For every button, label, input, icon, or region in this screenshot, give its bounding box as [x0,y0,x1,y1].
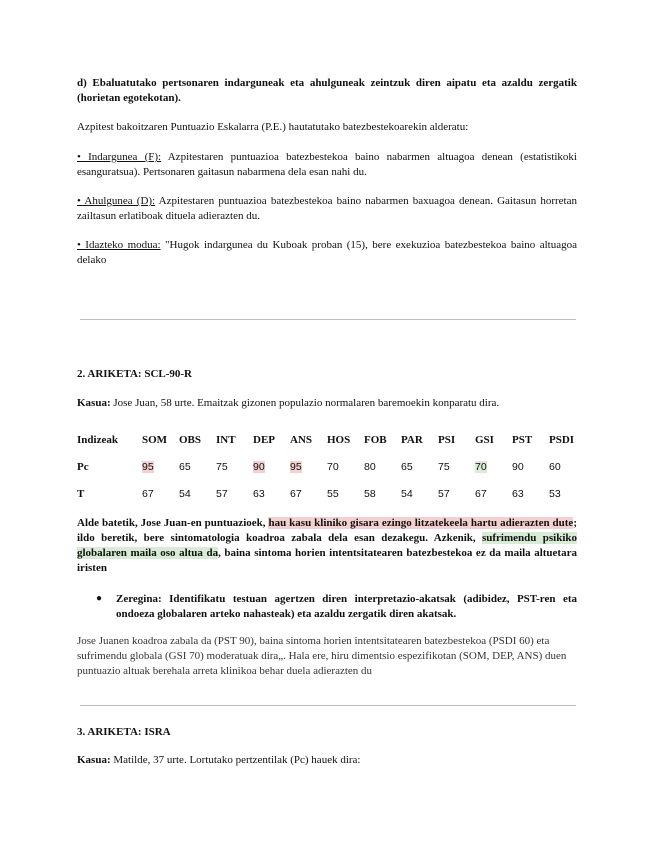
answer-paragraph: Jose Juanen koadroa zabala da (PST 90), baina sintoma horien intentsitatearen batezbestekoa (PSDI 60) eta sufrimendu globala (GSI 70) moderatuak dira„. Hala ere, hiru dimentsio espezifikotan (SOM, DEP, ANS) duen puntuazio altuak berehala arreta klinikoa behar duela adierazten du [77,635,567,677]
ahulgunea-label: • Ahulgunea (D): [77,195,156,207]
ariketa3-case-label: Kasua: [77,754,111,766]
indargunea-label: • Indargunea (F): [77,151,162,163]
table-cell: 70 [327,460,339,473]
table-header-cell: GSI [475,433,494,446]
table-cell: 54 [401,487,413,500]
table-cell: 57 [216,487,228,500]
table-header-cell: FOB [364,433,387,446]
zeregina-item [116,592,577,622]
zeregina-label: Zeregina: [116,593,162,605]
highlighted-value: 95 [142,460,154,473]
table-header-cell: SOM [142,433,168,446]
ariketa3-case [77,753,577,768]
table-header-cell: PSDI [549,433,575,446]
table-header-cell: Indizeak [77,433,118,446]
idazteko-modua-item [77,238,577,268]
table-header-cell: INT [216,433,236,446]
table-cell [475,453,512,480]
table-cell: 55 [327,487,339,500]
table-cell: 58 [364,487,376,500]
scl90-index-table [77,426,586,507]
table-header-cell: PST [512,433,533,446]
indargunea-text: Azpitestaren puntuazioa batezbestekoa baino nabarmen altuagoa denean (estatistikoki esanguratsua). Pertsonaren gaitasun nabarmena dela esan nahi du. [77,151,577,178]
idazteko-modua-label: • Idazteko modua: [77,239,161,251]
analysis-paragraph [77,516,577,576]
table-cell: 53 [549,487,561,500]
row-label: Pc [77,460,89,473]
table-cell: 67 [475,487,487,500]
table-cell: 54 [179,487,191,500]
table-cell [142,453,179,480]
ariketa2-heading: 2. ARIKETA: SCL-90-R [77,368,193,380]
table-row-t [77,480,586,507]
table-header-cell: DEP [253,433,275,446]
bullet-icon: ● [96,593,103,604]
table-cell: 63 [253,487,265,500]
analysis-text: , baina sintoma horien intentsitatearen batezbestekoa ez da maila altuetara iristen [77,547,577,574]
table-header-cell: HOS [327,433,351,446]
analysis-text: ; ildo beretik, bere sintomatologia koadroa zabala dela esan dezakegu. Azkenik, [77,517,577,544]
table-cell: 75 [216,460,228,473]
table-cell: 75 [438,460,450,473]
analysis-highlight-green: sufrimendu psikiko globalaren maila oso altua da [77,532,577,559]
table-cell: 67 [290,487,302,500]
ariketa2-case-text: Jose Juan, 58 urte. Emaitzak gizonen populazio normalaren baremoekin konparatu dira. [110,397,500,409]
table-header-cell: OBS [179,433,202,446]
table-cell: 63 [512,487,524,500]
table-cell: 60 [549,460,561,473]
ariketa2-case [77,396,577,411]
highlighted-value: 70 [475,460,487,473]
table-cell: 80 [364,460,376,473]
ahulgunea-item [77,194,577,224]
table-header-cell: ANS [290,433,313,446]
table-cell: 57 [438,487,450,500]
table-header-cell: PSI [438,433,456,446]
highlighted-value: 90 [253,460,265,473]
ahulgunea-text: Azpitestaren puntuazioa batezbestekoa baino nabarmen baxuagoa denean. Gaitasun horretan zailtasun erlatiboak dituela adierazten du. [77,195,577,222]
table-cell: 90 [512,460,524,473]
table-header-row [77,426,586,453]
ariketa3-case-text: Matilde, 37 urte. Lortutako pertzentilak (Pc) hauek dira: [110,754,361,766]
divider-2 [80,705,576,706]
indargunea-item [77,150,577,180]
table-cell: 65 [401,460,413,473]
table-row-pc [77,453,586,480]
table-cell [253,453,290,480]
table-cell [290,453,327,480]
section-d-intro: Azpitest bakoitzaren Puntuazio Eskalarra (P.E.) hautatutako batezbestekoarekin alderatu: [77,121,469,133]
highlighted-value: 95 [290,460,302,473]
table-cell: 65 [179,460,191,473]
ariketa2-case-label: Kasua: [77,397,111,409]
analysis-highlight-red: hau kasu kliniko gisara ezingo litzatekeela hartu adierazten dute [268,517,574,529]
analysis-text: Alde batetik, Jose Juan-en puntuazioek, [77,517,269,529]
divider-1 [80,319,576,320]
table-cell: 67 [142,487,154,500]
zeregina-text: Identifikatu testuan agertzen diren interpretazio-akatsak (adibidez, PST-ren eta ondoeza globalaren arteko nahasteak) eta azaldu zergatik diren akatsak. [116,593,577,620]
idazteko-modua-text: "Hugok indargunea du Kuboak proban (15), bere exekuzioa batezbestekoa baino altuagoa delako [77,239,577,266]
table-header-cell: PAR [401,433,423,446]
section-d-heading: d) Ebaluatutako pertsonaren indarguneak eta ahulguneak zeintzuk diren aipatu eta azaldu zergatik (horietan egotekotan). [77,77,577,104]
row-label: T [77,487,85,500]
ariketa3-heading: 3. ARIKETA: ISRA [77,726,171,738]
